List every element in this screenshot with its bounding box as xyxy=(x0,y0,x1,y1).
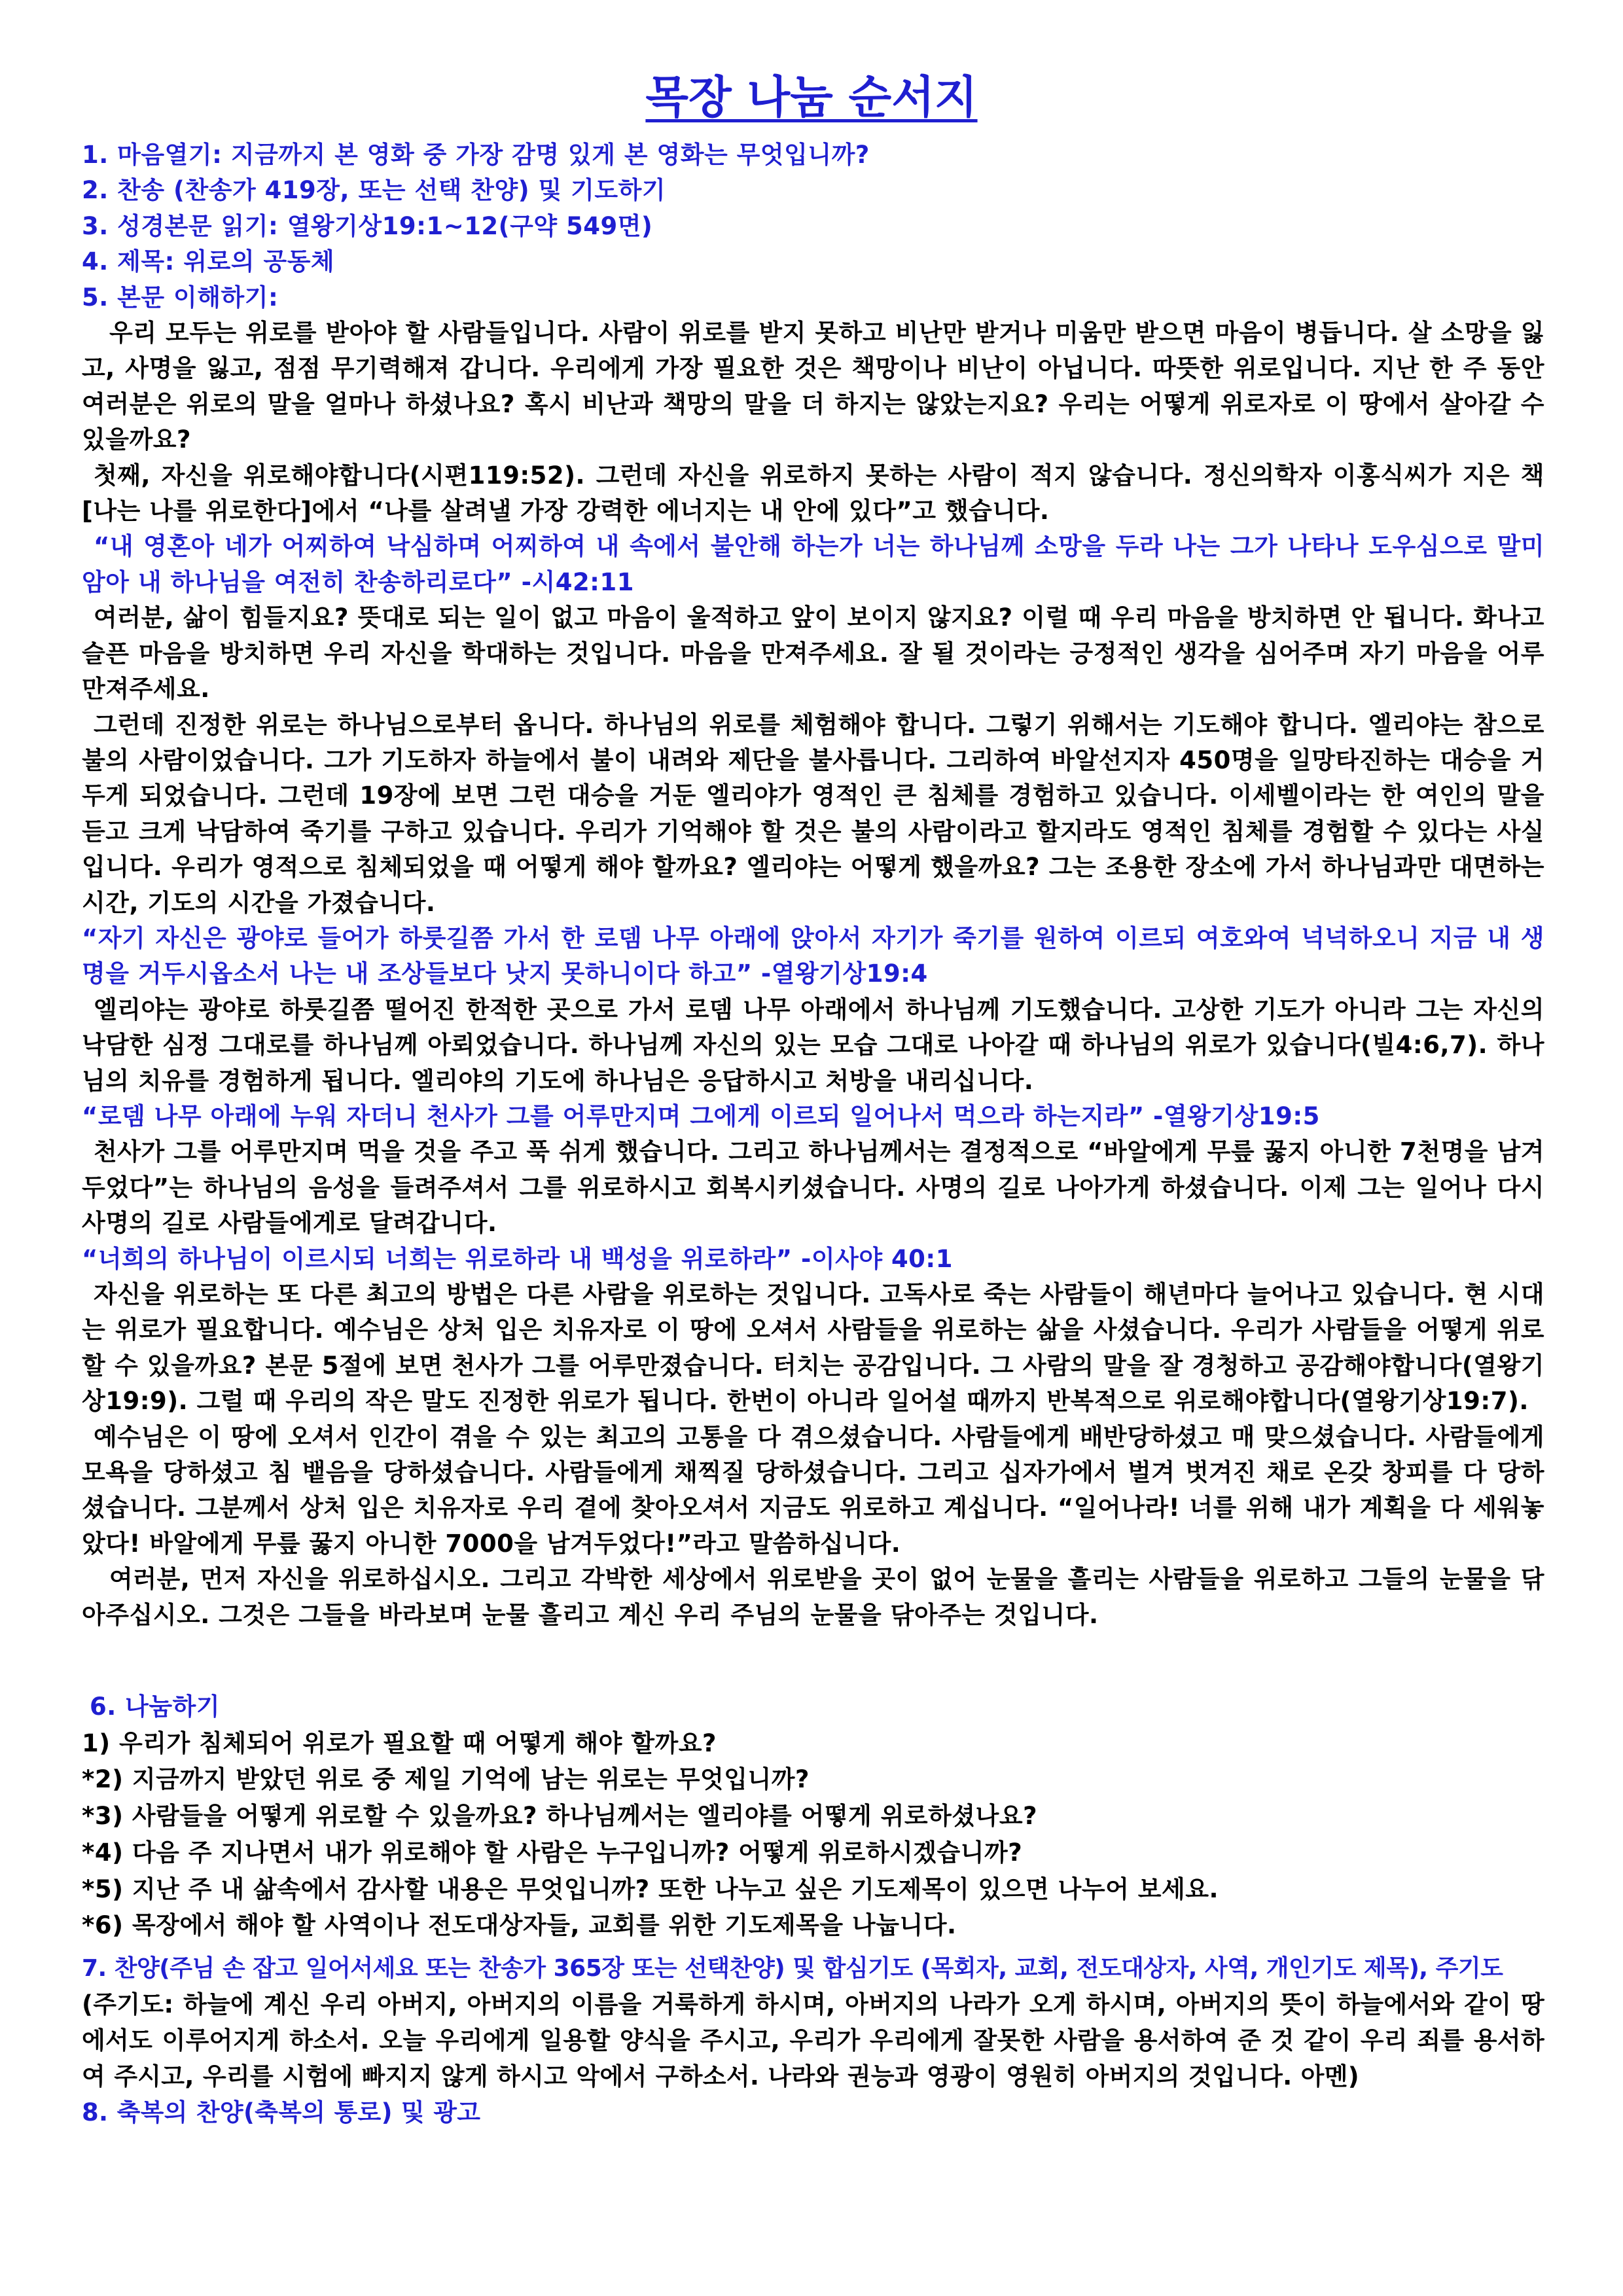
body-paragraph: 예수님은 이 땅에 오셔서 인간이 겪을 수 있는 최고의 고통을 다 겪으셨습니다. 사람들에게 배반당하셨고 매 맞으셨습니다. 사람들에게 모욕을 당하셨고 침 뱉음을 당하셨습니다. 사람들에게 채찍질 당하셨습니다. 그리고 십자가에서 벌겨 벗겨진 채로 온갖 창피를 다 당하셨습니다. 그분께서 상처 입은 치유자로 우리 곁에 찾아오셔서 지금도 위로하고 계십니다. “일어나라! 너를 위해 내가 계획을 다 세워놓았다! 바알에게 무릎 꿇지 아니한 7000을 남겨두었다!”라고 말씀하십니다. xyxy=(82,1422,1544,1558)
scripture-quote: “너희의 하나님이 이르시되 너희는 위로하라 내 백성을 위로하라” -이사야 40:1 xyxy=(82,1244,953,1273)
sharing-section xyxy=(82,1689,1544,1944)
heading-5: 5. 본문 이해하기: xyxy=(82,283,279,312)
body-paragraph: 첫째, 자신을 위로해야합니다(시편119:52). 그런데 자신을 위로하지 못하는 사람이 적지 않습니다. 정신의학자 이홍식씨가 지은 책 [나는 나를 위로한다]에서 “나를 살려낼 가장 강력한 에너지는 내 안에 있다”고 했습니다. xyxy=(82,461,1544,526)
lords-prayer: (주기도: 하늘에 계신 우리 아버지, 아버지의 이름을 거룩하게 하시며, 아버지의 나라가 오게 하시며, 아버지의 뜻이 하늘에서와 같이 땅에서도 이루어지게 하소서. 오늘 우리에게 일용할 양식을 주시고, 우리가 우리에게 잘못한 사람을 용서하여 준 것 같이 우리 죄를 용서하여 주시고, 우리를 시험에 빠지지 않게 하시고 악에서 구하소서. 나라와 권능과 영광이 영원히 아버지의 것입니다. 아멘) xyxy=(82,1990,1544,2090)
scripture-quote: “자기 자신은 광야로 들어가 하룻길쯤 가서 한 로뎀 나무 아래에 앉아서 자기가 죽기를 원하여 이르되 여호와여 넉넉하오니 지금 내 생명을 거두시옵소서 나는 내 조상들보다 낫지 못하니이다 하고” -열왕기상19:4 xyxy=(82,924,1544,988)
body-paragraph: 여러분, 먼저 자신을 위로하십시오. 그리고 각박한 세상에서 위로받을 곳이 없어 눈물을 흘리는 사람들을 위로하고 그들의 눈물을 닦아주십시오. 그것은 그들을 바라보며 눈물 흘리고 계신 우리 주님의 눈물을 닦아주는 것입니다. xyxy=(82,1565,1544,1629)
heading-2: 2. 찬송 (찬송가 419장, 또는 선택 찬양) 및 기도하기 xyxy=(82,176,666,205)
heading-1: 1. 마음열기: 지금까지 본 영화 중 가장 감명 있게 본 영화는 무엇입니까? xyxy=(82,141,870,169)
body-paragraph: 여러분, 삶이 힘들지요? 뜻대로 되는 일이 없고 마음이 울적하고 앞이 보이지 않지요? 이럴 때 우리 마음을 방치하면 안 됩니다. 화나고 슬픈 마음을 방치하면 우리 자신을 학대하는 것입니다. 마음을 만져주세요. 잘 될 것이라는 긍정적인 생각을 심어주며 자기 마음을 어루만져주세요. xyxy=(82,603,1544,704)
body-paragraph: 그런데 진정한 위로는 하나님으로부터 옵니다. 하나님의 위로를 체험해야 합니다. 그렇기 위해서는 기도해야 합니다. 엘리야는 참으로 불의 사람이었습니다. 그가 기도하자 하늘에서 불이 내려와 제단을 불사릅니다. 그리하여 바알선지자 450명을 일망타진하는 대승을 거두게 되었습니다. 그런데 19장에 보면 그런 대승을 거둔 엘리야가 영적인 큰 침체를 경험하고 있습니다. 이세벨이라는 한 여인의 말을 듣고 크게 낙담하여 죽기를 구하고 있습니다. 우리가 기억해야 할 것은 불의 사람이라고 할지라도 영적인 침체를 경험할 수 있다는 사실입니다. 우리가 영적으로 침체되었을 때 어떻게 해야 할까요? 엘리야는 어떻게 했을까요? 그는 조용한 장소에 가서 하나님과만 대면하는 시간, 기도의 시간을 가졌습니다. xyxy=(82,710,1544,917)
body-paragraph: 자신을 위로하는 또 다른 최고의 방법은 다른 사람을 위로하는 것입니다. 고독사로 죽는 사람들이 해년마다 늘어나고 있습니다. 현 시대는 위로가 필요합니다. 예수님은 상처 입은 치유자로 이 땅에 오셔서 사람들을 위로하는 삶을 사셨습니다. 우리가 사람들을 어떻게 위로할 수 있을까요? 본문 5절에 보면 천사가 그를 어루만졌습니다. 터치는 공감입니다. 그 사람의 말을 잘 경청하고 공감해야합니다(열왕기상19:9). 그럴 때 우리의 작은 말도 진정한 위로가 됩니다. 한번이 아니라 일어설 때까지 반복적으로 위로해야합니다(열왕기상19:7). xyxy=(82,1280,1544,1416)
closing-section xyxy=(82,1950,1544,2130)
body-paragraph: 엘리야는 광야로 하룻길쯤 떨어진 한적한 곳으로 가서 로뎀 나무 아래에서 하나님께 기도했습니다. 고상한 기도가 아니라 그는 자신의 낙담한 심정 그대로를 하나님께 아뢰었습니다. 하나님께 자신의 있는 모습 그대로 나아갈 때 하나님의 위로가 있습니다(빌4:6,7). 하나님의 치유를 경험하게 됩니다. 엘리야의 기도에 하나님은 응답하시고 처방을 내리십니다. xyxy=(82,995,1544,1095)
sharing-question: *6) 목장에서 해야 할 사역이나 전도대상자들, 교회를 위한 기도제목을 나눕니다. xyxy=(82,1911,957,1940)
sharing-question: *5) 지난 주 내 삶속에서 감사할 내용은 무엇입니까? 또한 나누고 싶은 기도제목이 있으면 나누어 보세요. xyxy=(82,1874,1219,1903)
sharing-heading: 6. 나눔하기 xyxy=(90,1693,221,1721)
body-paragraph: 천사가 그를 어루만지며 먹을 것을 주고 푹 쉬게 했습니다. 그리고 하나님께서는 결정적으로 “바알에게 무릎 꿇지 아니한 7천명을 남겨두었다”는 하나님의 음성을 들려주셔서 그를 위로하시고 회복시키셨습니다. 사명의 길로 나아가게 하셨습니다. 이제 그는 일어나 다시 사명의 길로 사람들에게로 달려갑니다. xyxy=(82,1138,1544,1238)
body-paragraph: 우리 모두는 위로를 받아야 할 사람들입니다. 사람이 위로를 받지 못하고 비난만 받거나 미움만 받으면 마음이 병듭니다. 살 소망을 잃고, 사명을 잃고, 점점 무기력해져 갑니다. 우리에게 가장 필요한 것은 책망이나 비난이 아닙니다. 따뜻한 위로입니다. 지난 한 주 동안 여러분은 위로의 말을 얼마나 하셨나요? 혹시 비난과 책망의 말을 더 하지는 않았는지요? 우리는 어떻게 위로자로 이 땅에서 살아갈 수 있을까요? xyxy=(82,319,1544,454)
heading-3: 3. 성경본문 읽기: 열왕기상19:1~12(구약 549면) xyxy=(82,211,653,240)
sharing-question: *4) 다음 주 지나면서 내가 위로해야 할 사람은 누구입니까? 어떻게 위로하시겠습니까? xyxy=(82,1838,1023,1867)
sharing-question: *2) 지금까지 받았던 위로 중 제일 기억에 남는 위로는 무엇입니까? xyxy=(82,1765,810,1794)
scripture-quote: “로뎀 나무 아래에 누워 자더니 천사가 그를 어루만지며 그에게 이르되 일어나서 먹으라 하는지라” -열왕기상19:5 xyxy=(82,1102,1320,1130)
sharing-question: *3) 사람들을 어떻게 위로할 수 있을까요? 하나님께서는 엘리야를 어떻게 위로하셨나요? xyxy=(82,1802,1038,1831)
scripture-quote: “내 영혼아 네가 어찌하여 낙심하며 어찌하여 내 속에서 불안해 하는가 너는 하나님께 소망을 두라 나는 그가 나타나 도우심으로 말미암아 내 하나님을 여전히 찬송하리로다” -시42:11 xyxy=(82,532,1544,596)
main-section xyxy=(82,137,1544,1633)
heading-7: 7. 찬양(주님 손 잡고 일어서세요 또는 찬송가 365장 또는 선택찬양) 및 합심기도 (목회자, 교회, 전도대상자, 사역, 개인기도 제목), 주기도 xyxy=(82,1955,1503,1982)
heading-8: 8. 축복의 찬양(축복의 통로) 및 광고 xyxy=(82,2098,481,2126)
sharing-question: 1) 우리가 침체되어 위로가 필요할 때 어떻게 해야 할까요? xyxy=(82,1729,717,1757)
page-title: 목장 나눔 순서지 xyxy=(645,72,978,124)
heading-4: 4. 제목: 위로의 공동체 xyxy=(82,247,335,276)
